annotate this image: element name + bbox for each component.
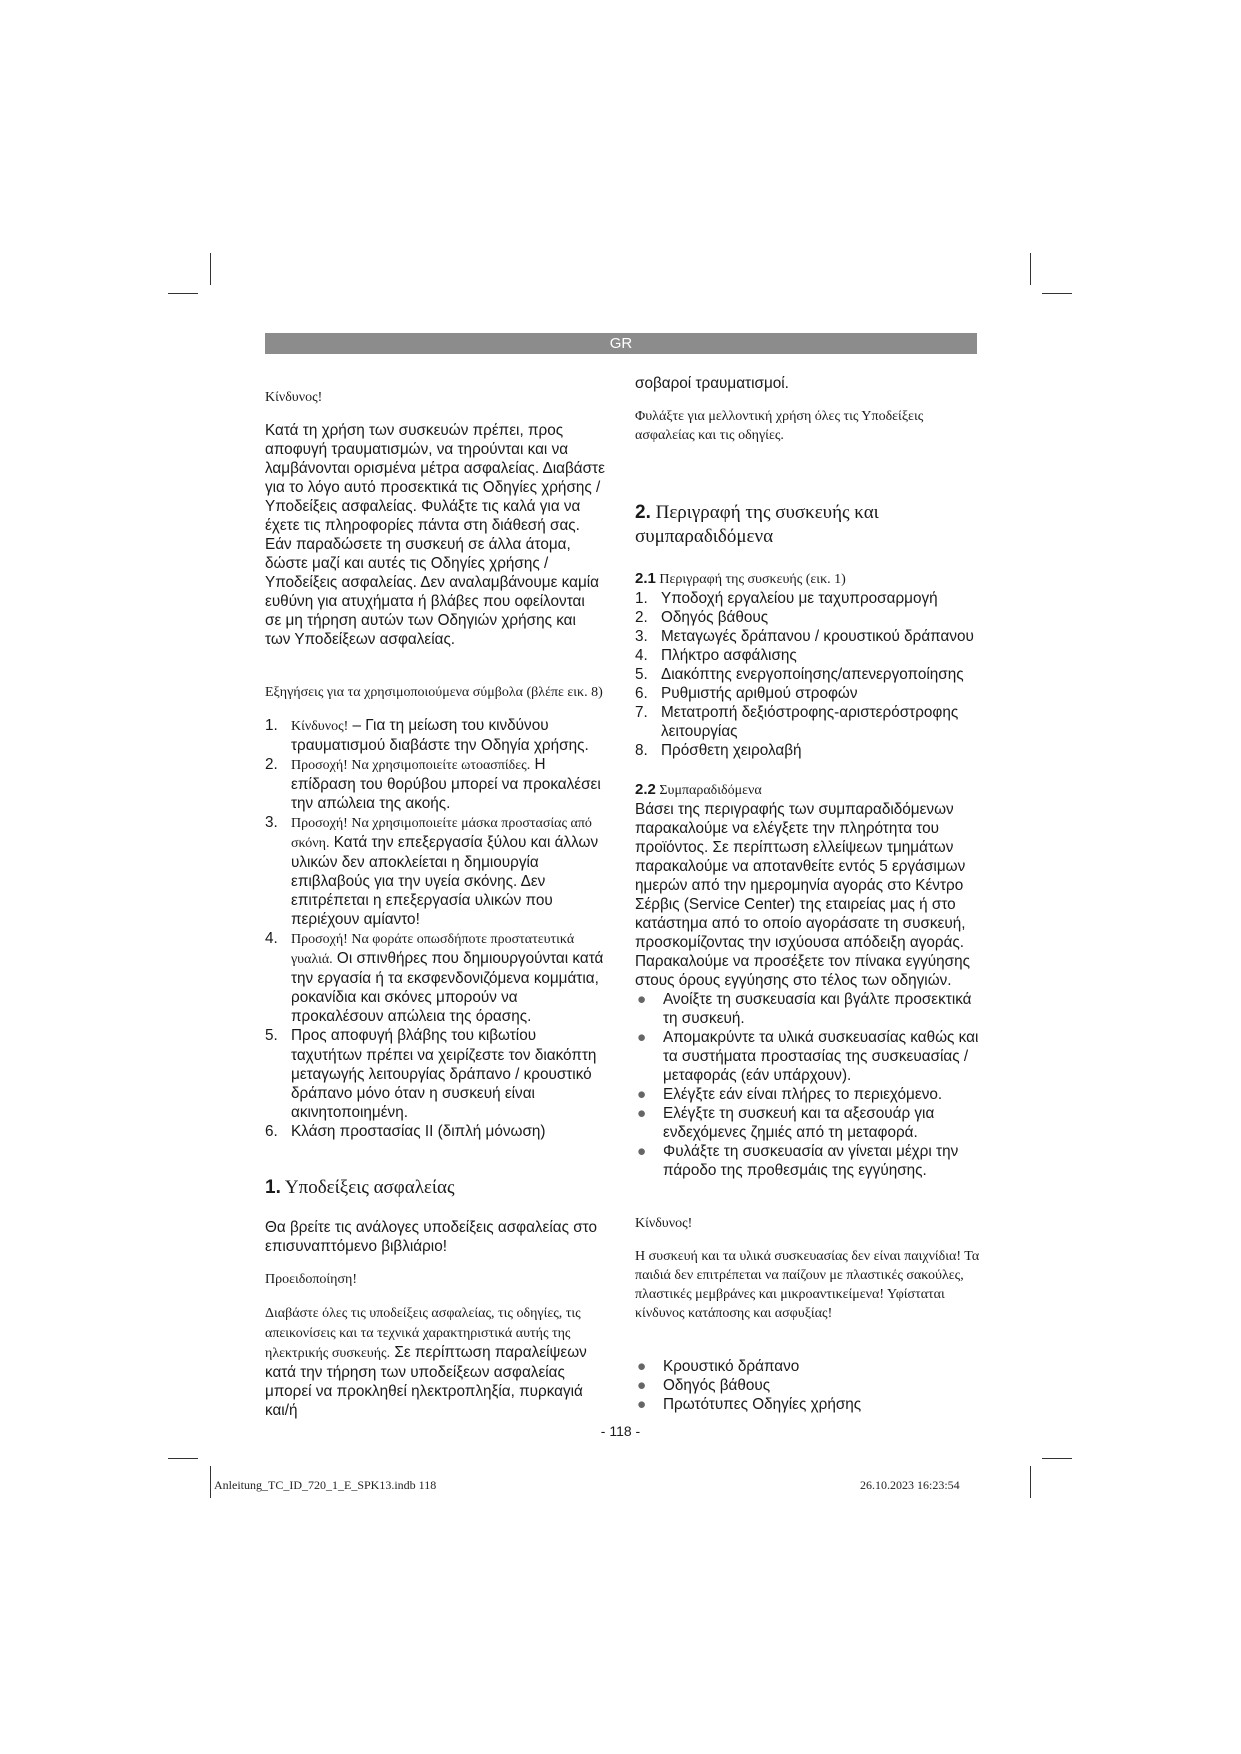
parts-list — [635, 589, 980, 760]
subsection-2-2-title: 2.2 Συμπαραδιδόμενα — [635, 781, 762, 798]
list-item: 7. Μετατροπή δεξιόστροφης-αριστερόστροφης λειτουργίας — [635, 704, 959, 740]
list-item: 3. Προσοχή! Να χρησιμοποιείτε μάσκα προστασίας από σκόνη. Κατά την επεξεργασία ξύλου και άλλων υλικών δεν αποκλείεται η δημιουργία επιβλαβούς για την υγεία σκόνης. Δεν επιτρέπεται η επεξεργασία υλικών που περιέχουν αμίαντο! — [265, 814, 599, 928]
crop-mark — [210, 1466, 211, 1498]
list-item: 6. Κλάση προστασίας II (διπλή μόνωση) — [265, 1123, 546, 1140]
list-item: 1. Κίνδυνος! – Για τη μείωση του κινδύνου τραυματισμού διαβάστε την Οδηγία χρήσης. — [265, 717, 589, 754]
language-header-bar — [265, 333, 977, 354]
crop-mark — [210, 253, 211, 285]
list-item: 2. Οδηγός βάθους — [635, 609, 769, 626]
list-item: ● Φυλάξτε τη συσκευασία αν γίνεται μέχρι την πάροδο της προθεσμάις της εγγύησης. — [637, 1143, 959, 1179]
list-item: ● Απομακρύντε τα υλικά συσκευασίας καθώς και τα συστήματα προστασίας της συσκευασίας / μεταφοράς (εάν υπάρχουν). — [637, 1029, 979, 1084]
list-item: 1. Υποδοχή εργαλείου με ταχυπροσαρμογή — [635, 590, 938, 607]
crop-mark — [1042, 1458, 1072, 1459]
list-item: 4. Προσοχή! Να φοράτε οπωσδήποτε προστατευτικά γυαλιά. Οι σπινθήρες που δημιουργούνται κατά την εργασία ή τα εκσφενδονιζόμενα κομμάτια, ροκανίδια και σκόνες μπορούν να προκαλέσουν απώλεια της όρασης. — [265, 930, 604, 1025]
section-1-intro: Θα βρείτε τις ανάλογες υποδείξεις ασφαλείας στο επισυναπτόμενο βιβλιάριο! — [265, 1219, 598, 1255]
list-item: ● Πρωτότυπες Οδηγίες χρήσης — [637, 1396, 862, 1413]
list-item: 3. Μεταγωγές δράπανου / κρουστικού δράπανου — [635, 628, 974, 645]
list-item: 5. Προς αποφυγή βλάβης του κιβωτίου ταχυτήτων πρέπει να χειρίζεστε τον διακόπτη μεταγωγής λειτουργίας δράπανο / κρουστικό δράπανο μόνο όταν η συσκευή είναι ακινητοποιημένη. — [265, 1027, 597, 1121]
list-item: 5. Διακόπτης ενεργοποίησης/απενεργοποίησης — [635, 666, 964, 683]
list-item: ● Κρουστικό δράπανο — [637, 1358, 800, 1375]
list-item: 8. Πρόσθετη χειρολαβή — [635, 742, 802, 759]
contents-list — [635, 1357, 980, 1414]
symbols-list — [265, 716, 605, 1142]
list-item: 4. Πλήκτρο ασφάλισης — [635, 647, 797, 664]
subsection-2-1-title: 2.1 Περιγραφή της συσκευής (εικ. 1) — [635, 570, 846, 587]
warning-label: Προειδοποίηση! — [265, 1272, 358, 1287]
continued-text: σοβαροί τραυματισμοί. — [635, 375, 789, 392]
list-item: ● Ανοίξτε τη συσκευασία και βγάλτε προσεκτικά τη συσκευή. — [637, 991, 972, 1027]
symbols-heading: Εξηγήσεις για τα χρησιμοποιούμενα σύμβολα (βλέπε εικ. 8) — [265, 685, 603, 700]
imprint-file-name: Anleitung_TC_ID_720_1_E_SPK13.indb 118 — [214, 1478, 437, 1492]
right-column — [635, 374, 980, 1414]
danger-label-2: Κίνδυνος! — [635, 1216, 693, 1231]
list-item: ● Οδηγός βάθους — [637, 1377, 771, 1394]
crop-mark — [1042, 293, 1072, 294]
crop-mark — [1030, 1466, 1031, 1498]
list-item: ● Ελέγξτε τη συσκευή και τα αξεσουάρ για ενδεχόμενες ζημιές από τη μεταφορά. — [637, 1105, 935, 1141]
section-2-title: 2. Περιγραφή της συσκευής και συμπαραδιδόμενα — [635, 502, 879, 547]
keep-instructions: Φυλάξτε για μελλοντική χρήση όλες τις Υποδείξεις ασφαλείας και τις οδηγίες. — [635, 409, 924, 443]
list-item: ● Ελέγξτε εάν είναι πλήρες το περιεχόμενο. — [637, 1086, 943, 1103]
danger-label: Κίνδυνος! — [265, 390, 323, 405]
scope-bullets — [635, 990, 980, 1180]
list-item: 6. Ρυθμιστής αριθμού στροφών — [635, 685, 858, 702]
danger-text-2: Η συσκευή και τα υλικά συσκευασίας δεν είναι παιχνίδια! Τα παιδιά δεν επιτρέπεται να παίζουν με πλαστικές σακούλες, πλαστικές μεμβράνες και μικροαντικείμενα! Υφίσταται κίνδυνος κατάποσης και ασφυξίας! — [635, 1249, 980, 1321]
left-column — [265, 374, 605, 1420]
page-number: - 118 - — [600, 1423, 641, 1439]
crop-mark — [168, 1458, 198, 1459]
language-code: GR — [609, 335, 633, 352]
danger-text: Κατά τη χρήση των συσκευών πρέπει, προς αποφυγή τραυματισμών, να τηρούνται και να λαμβάνονται ορισμένα μέτρα ασφαλείας. Διαβάστε για το λόγο αυτό προσεκτικά τις Οδηγίες χρήσης / Υποδείξεις ασφαλείας. Φυλάξτε τις καλά για να έχετε τις πληροφορίες πάντα στη διάθεσή σας. Εάν παραδώσετε τη συσκευή σε άλλα άτομα, δώστε μαζί και αυτές τις Οδηγίες χρήσης / Υποδείξεις ασφαλείας. Δεν αναλαμβάνουμε καμία ευθύνη για ατυχήματα ή βλάβες που οφείλονται σε μη τήρηση αυτών των Οδηγιών χρήσης και των Υποδείξεων ασφαλείας. — [265, 422, 605, 648]
crop-mark — [1030, 253, 1031, 285]
warning-text: Διαβάστε όλες τις υποδείξεις ασφαλείας, τις οδηγίες, τις απεικονίσεις και τα τεχνικά χαρακτηριστικά αυτής της ηλεκτρικής συσκευής. Σε περίπτωση παραλείψεων κατά την τήρηση των υποδείξεων ασφαλείας μπορεί να προκληθεί ηλεκτροπληξία, πυρκαγιά και/ή — [265, 1306, 587, 1419]
imprint-date-time: 26.10.2023 16:23:54 — [860, 1478, 960, 1492]
scope-text: Βάσει της περιγραφής των συμπαραδιδόμενων παρακαλούμε να ελέγξετε την πληρότητα του προϊόντος. Σε περίπτωση ελλείψεων τμημάτων παρακαλούμε να αποτανθείτε εντός 5 εργάσιμων ημερών από την ημερομηνία αγοράς στο Κέντρο Σέρβις (Service Center) της εταιρείας μας ή στο κατάστημα από το οποίο αγοράσατε τη συσκευή, προσκομίζοντας την ισχύουσα απόδειξη αγοράς. Παρακαλούμε να προσέξετε τον πίνακα εγγύησης στους όρους εγγύησης στο τέλος των οδηγιών. — [635, 801, 971, 989]
list-item: 2. Προσοχή! Να χρησιμοποιείτε ωτοασπίδες. Η επίδραση του θορύβου μπορεί να προκαλέσει την απώλεια της ακοής. — [265, 756, 601, 812]
crop-mark — [168, 293, 198, 294]
section-1-title: 1. Υποδείξεις ασφαλείας — [265, 1177, 455, 1198]
